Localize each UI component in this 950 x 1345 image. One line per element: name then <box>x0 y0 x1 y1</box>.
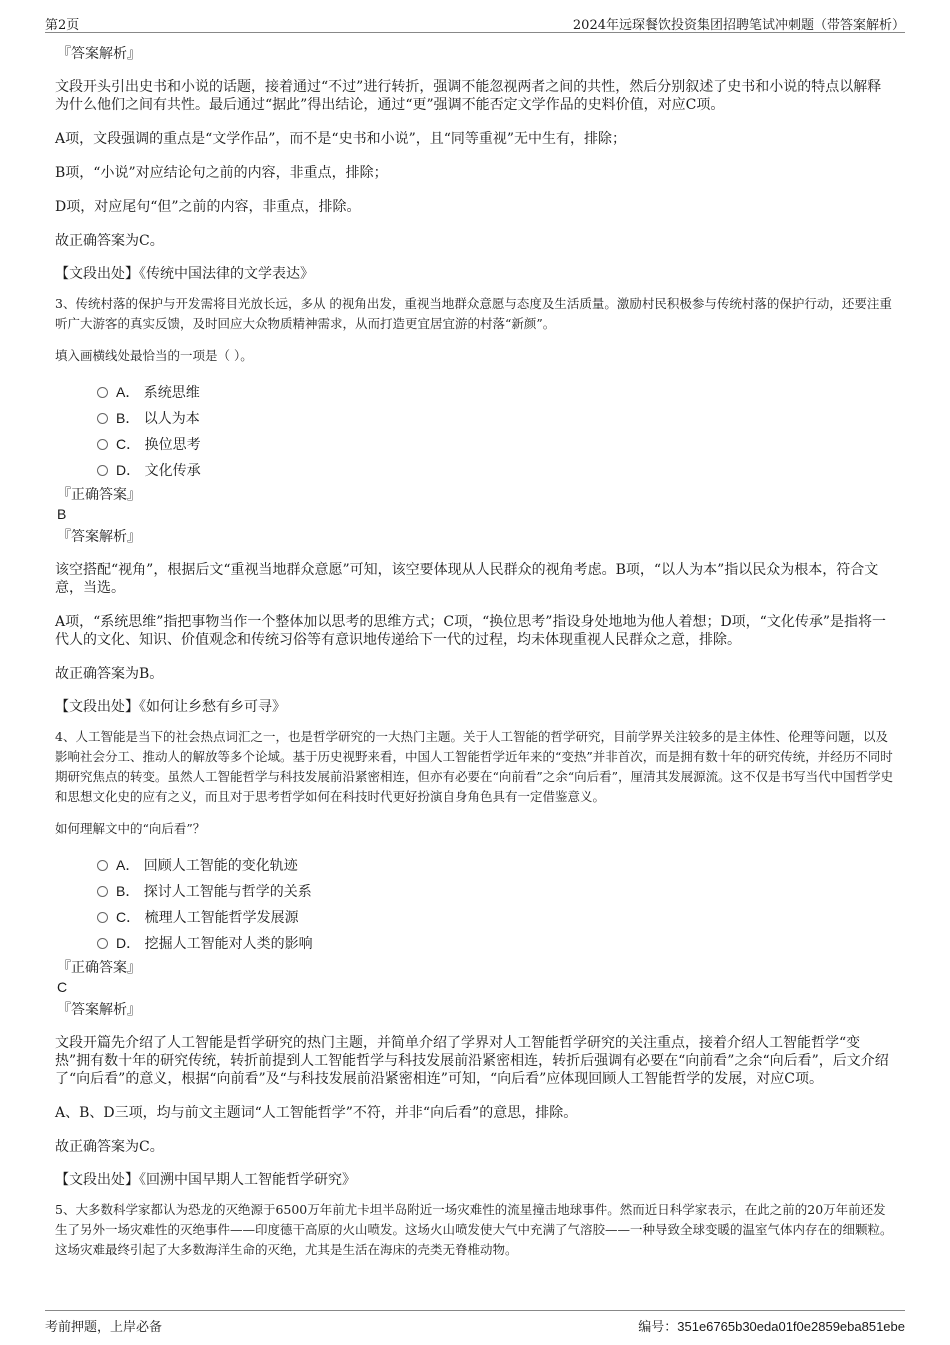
radio-icon[interactable] <box>97 912 108 923</box>
question-text: 5、大多数科学家都认为恐龙的灭绝源于6500万年前尤卡坦半岛附近一场灾难性的流星撞击地球事件。然而近日科学家表示，在此之前的20万年前还发生了另外一场灾难性的灭绝事件——印度德干高原的火山喷发。这场火山喷发使大气中充满了气溶胶——一种导致全球变暖的温室气体内存在的细颗粒。这场灾难最终引起了大多数海洋生命的灭绝，尤其是生活在海床的壳类无脊椎动物。 <box>55 1202 893 1257</box>
analysis-paragraph: 文段开头引出史书和小说的话题，接着通过“不过”进行转折，强调不能忽视两者之间的共性，然后分别叙述了史书和小说的特点以解释为什么他们之间有共性。最后通过“据此”得出结论，通过“更”强调不能否定文学作品的史料价值，对应C项。 <box>55 79 882 113</box>
document-id: 编号：351e6765b30eda01f0e2859eba851ebe <box>638 1319 905 1334</box>
option-a[interactable]: A． 系统思维 <box>97 379 895 405</box>
page-number: 第2页 <box>45 18 80 33</box>
radio-icon[interactable] <box>97 439 108 450</box>
option-c[interactable]: C． 换位思考 <box>97 431 895 457</box>
radio-icon[interactable] <box>97 886 108 897</box>
source-note: 【文段出处】《传统中国法律的文学表达》 <box>55 266 314 282</box>
source-note: 【文段出处】《回溯中国早期人工智能哲学研究》 <box>55 1172 356 1188</box>
question-text: 3、传统村落的保护与开发需将目光放长远，多从 的视角出发，重视当地群众意愿与态度及生活质量。激励村民积极参与传统村落的保护行动，还要注重听广大游客的真实反馈，及时回应大众物质精神需求，从而打造更宜居宜游的村落“新颜”。 <box>55 296 892 331</box>
source-note: 【文段出处】《如何让乡愁有乡可寻》 <box>55 699 286 715</box>
document-title: 2024年远琛餐饮投资集团招聘笔试冲刺题（带答案解析） <box>572 18 905 33</box>
correct-answer-label: 『正确答案』 <box>57 487 141 503</box>
correct-answer-label: 『正确答案』 <box>57 960 141 976</box>
analysis-paragraph: A、B、D三项，均与前文主题词“人工智能哲学”不符，并非“向后看”的意思，排除。 <box>55 1105 578 1121</box>
option-c[interactable]: C． 梳理人工智能哲学发展源 <box>97 904 895 930</box>
options-list <box>55 852 895 956</box>
analysis-label: 『答案解析』 <box>57 46 141 62</box>
analysis-paragraph: 该空搭配“视角”，根据后文“重视当地群众意愿”可知，该空要体现从人民群众的视角考虑。B项，“以人为本”指以民众为根本，符合文意，当选。 <box>55 562 879 596</box>
question-text: 4、人工智能是当下的社会热点词汇之一，也是哲学研究的一大热门主题。关于人工智能的哲学研究，目前学界关注较多的是主体性、伦理等问题，以及影响社会分工、推动人的解放等多个论域。基于历史视野来看，中国人工智能哲学近年来的“变热”并非首次，而是拥有数十年的研究传统，并经历不同时期研究焦点的转变。虽然人工智能哲学与科技发展前沿紧密相连，但亦有必要在“向前看”之余“向后看”，厘清其发展源流。这不仅是书写当代中国哲学史和思想文化史的应有之义，而且对于思考哲学如何在科技时代更好扮演自身角色具有一定借鉴意义。 <box>55 729 894 804</box>
page-header <box>45 12 905 33</box>
options-list <box>55 379 895 483</box>
radio-icon[interactable] <box>97 387 108 398</box>
analysis-paragraph: A项，文段强调的重点是“文学作品”，而不是“史书和小说”，且“同等重视”无中生有，排除； <box>55 131 627 147</box>
radio-icon[interactable] <box>97 860 108 871</box>
radio-icon[interactable] <box>97 938 108 949</box>
analysis-paragraph: A项，“系统思维”指把事物当作一个整体加以思考的思维方式；C项，“换位思考”指设身处地地为他人着想；D项，“文化传承”是指将一代人的文化、知识、价值观念和传统习俗等有意识地传递给下一代的过程，均未体现重视人民群众之意，排除。 <box>55 614 886 648</box>
analysis-paragraph: 故正确答案为C。 <box>55 1139 164 1155</box>
option-d[interactable]: D． 挖掘人工智能对人类的影响 <box>97 930 895 956</box>
radio-icon[interactable] <box>97 413 108 424</box>
analysis-paragraph: 故正确答案为C。 <box>55 233 164 249</box>
analysis-paragraph: B项，“小说”对应结论句之前的内容，非重点，排除； <box>55 165 388 181</box>
question-prompt: 如何理解文中的“向后看”？ <box>55 821 206 836</box>
analysis-paragraph: 故正确答案为B。 <box>55 666 164 682</box>
radio-icon[interactable] <box>97 465 108 476</box>
footer-slogan: 考前押题，上岸必备 <box>45 1320 163 1335</box>
option-d[interactable]: D． 文化传承 <box>97 457 895 483</box>
page-footer <box>45 1310 905 1335</box>
question-prompt: 填入画横线处最恰当的一项是（ ）。 <box>55 348 253 363</box>
analysis-paragraph: 文段开篇先介绍了人工智能是哲学研究的热门主题，并简单介绍了学界对人工智能哲学研究的关注重点，接着介绍人工智能哲学“变热”拥有数十年的研究传统，转折前提到人工智能哲学与科技发展前沿紧密相连，转折后强调有必要在“向前看”之余“向后看”，后文介绍了“向后看”的意义，根据“向前看”及“与科技发展前沿紧密相连”可知，“向后看”应体现回顾人工智能哲学的发展，对应C项。 <box>55 1035 889 1087</box>
analysis-label: 『答案解析』 <box>57 529 141 545</box>
correct-answer: C <box>57 979 68 995</box>
option-b[interactable]: B． 探讨人工智能与哲学的关系 <box>97 878 895 904</box>
option-b[interactable]: B． 以人为本 <box>97 405 895 431</box>
correct-answer: B <box>57 506 67 522</box>
analysis-label: 『答案解析』 <box>57 1002 141 1018</box>
option-a[interactable]: A． 回顾人工智能的变化轨迹 <box>97 852 895 878</box>
analysis-paragraph: D项，对应尾句“但”之前的内容，非重点，排除。 <box>55 199 361 215</box>
page-content <box>55 40 895 1260</box>
